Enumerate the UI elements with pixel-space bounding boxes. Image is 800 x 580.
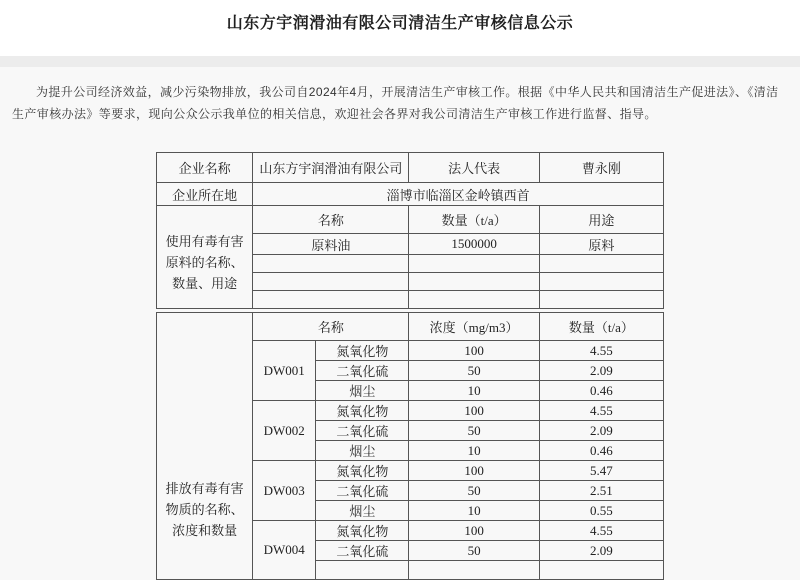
company-name-value: 山东方宇润滑油有限公司: [253, 153, 409, 183]
material-name: [253, 273, 409, 291]
materials-header-usage: 用途: [539, 206, 663, 234]
pollutant-name: 烟尘: [316, 441, 409, 461]
pollutant-name: 二氧化硫: [316, 541, 409, 561]
table-row: [157, 313, 664, 341]
legal-rep-value: 曹永刚: [539, 153, 663, 183]
materials-header-name: 名称: [253, 206, 409, 234]
company-location-label: 企业所在地: [157, 183, 253, 206]
material-name: [253, 255, 409, 273]
material-amount: [409, 255, 539, 273]
page-header: [0, 0, 800, 56]
materials-section-label: 使用有毒有害原料的名称、数量、用途: [157, 206, 253, 309]
material-amount: [409, 291, 539, 309]
pollutant-name: 氮氧化物: [316, 401, 409, 421]
intro-paragraph: 为提升公司经济效益，减少污染物排放，我公司自2024年4月，开展清洁生产审核工作。根据《中华人民共和国清洁生产促进法》、《清洁生产审核办法》等要求，现向公众公示我单位的相关信息，欢迎社会各界对我公司清洁生产审核工作进行监督、指导。: [12, 85, 779, 121]
pollutant-amount: 2.09: [539, 421, 663, 441]
pollutant-name: 烟尘: [316, 501, 409, 521]
material-name: [253, 291, 409, 309]
pollutant-amount: 0.55: [539, 501, 663, 521]
pollutant-amount: 0.46: [539, 381, 663, 401]
emissions-header-concentration: 浓度（mg/m3）: [409, 313, 539, 341]
table-row: [157, 206, 664, 234]
material-usage: 原料: [539, 234, 663, 255]
pollutant-concentration: 50: [409, 361, 539, 381]
outlet-id: DW004: [253, 521, 316, 580]
table-row: [157, 183, 664, 206]
pollutant-amount: [539, 561, 663, 580]
emissions-header-amount: 数量（t/a）: [539, 313, 663, 341]
pollutant-name: 二氧化硫: [316, 361, 409, 381]
pollutant-amount: 2.09: [539, 361, 663, 381]
pollutant-concentration: 100: [409, 401, 539, 421]
pollutant-amount: 0.46: [539, 441, 663, 461]
pollutant-concentration: 10: [409, 441, 539, 461]
material-amount: [409, 273, 539, 291]
pollutant-concentration: 10: [409, 381, 539, 401]
pollutant-name: 二氧化硫: [316, 421, 409, 441]
pollutant-amount: 4.55: [539, 521, 663, 541]
company-location-value: 淄博市临淄区金岭镇西首: [253, 183, 664, 206]
materials-header-amount: 数量（t/a）: [409, 206, 539, 234]
pollutant-name: 氮氧化物: [316, 461, 409, 481]
pollutant-name: 烟尘: [316, 381, 409, 401]
pollutant-amount: 4.55: [539, 401, 663, 421]
content-area: [0, 81, 800, 559]
header-divider: [0, 56, 800, 67]
outlet-id: DW002: [253, 401, 316, 461]
emissions-header-name: 名称: [253, 313, 409, 341]
pollutant-concentration: 50: [409, 481, 539, 501]
page-title: 山东方宇润滑油有限公司清洁生产审核信息公示: [226, 15, 574, 32]
pollutant-name: 氮氧化物: [316, 341, 409, 361]
pollutant-concentration: [409, 561, 539, 580]
pollutant-concentration: 50: [409, 541, 539, 561]
material-name: 原料油: [253, 234, 409, 255]
company-name-label: 企业名称: [157, 153, 253, 183]
emissions-table: [156, 312, 664, 580]
pollutant-amount: 2.09: [539, 541, 663, 561]
pollutant-amount: 4.55: [539, 341, 663, 361]
emissions-section-label: 排放有毒有害物质的名称、浓度和数量: [157, 313, 253, 580]
pollutant-concentration: 50: [409, 421, 539, 441]
company-and-materials-table: [156, 152, 664, 309]
pollutant-name: 二氧化硫: [316, 481, 409, 501]
legal-rep-label: 法人代表: [409, 153, 539, 183]
outlet-id: DW001: [253, 341, 316, 401]
pollutant-name: 氮氧化物: [316, 521, 409, 541]
pollutant-concentration: 10: [409, 501, 539, 521]
disclosure-tables: [156, 152, 664, 580]
pollutant-amount: 2.51: [539, 481, 663, 501]
pollutant-name: [316, 561, 409, 580]
table-row: [157, 153, 664, 183]
pollutant-concentration: 100: [409, 461, 539, 481]
outlet-id: DW003: [253, 461, 316, 521]
material-amount: 1500000: [409, 234, 539, 255]
material-usage: [539, 291, 663, 309]
material-usage: [539, 273, 663, 291]
pollutant-concentration: 100: [409, 341, 539, 361]
pollutant-concentration: 100: [409, 521, 539, 541]
pollutant-amount: 5.47: [539, 461, 663, 481]
material-usage: [539, 255, 663, 273]
